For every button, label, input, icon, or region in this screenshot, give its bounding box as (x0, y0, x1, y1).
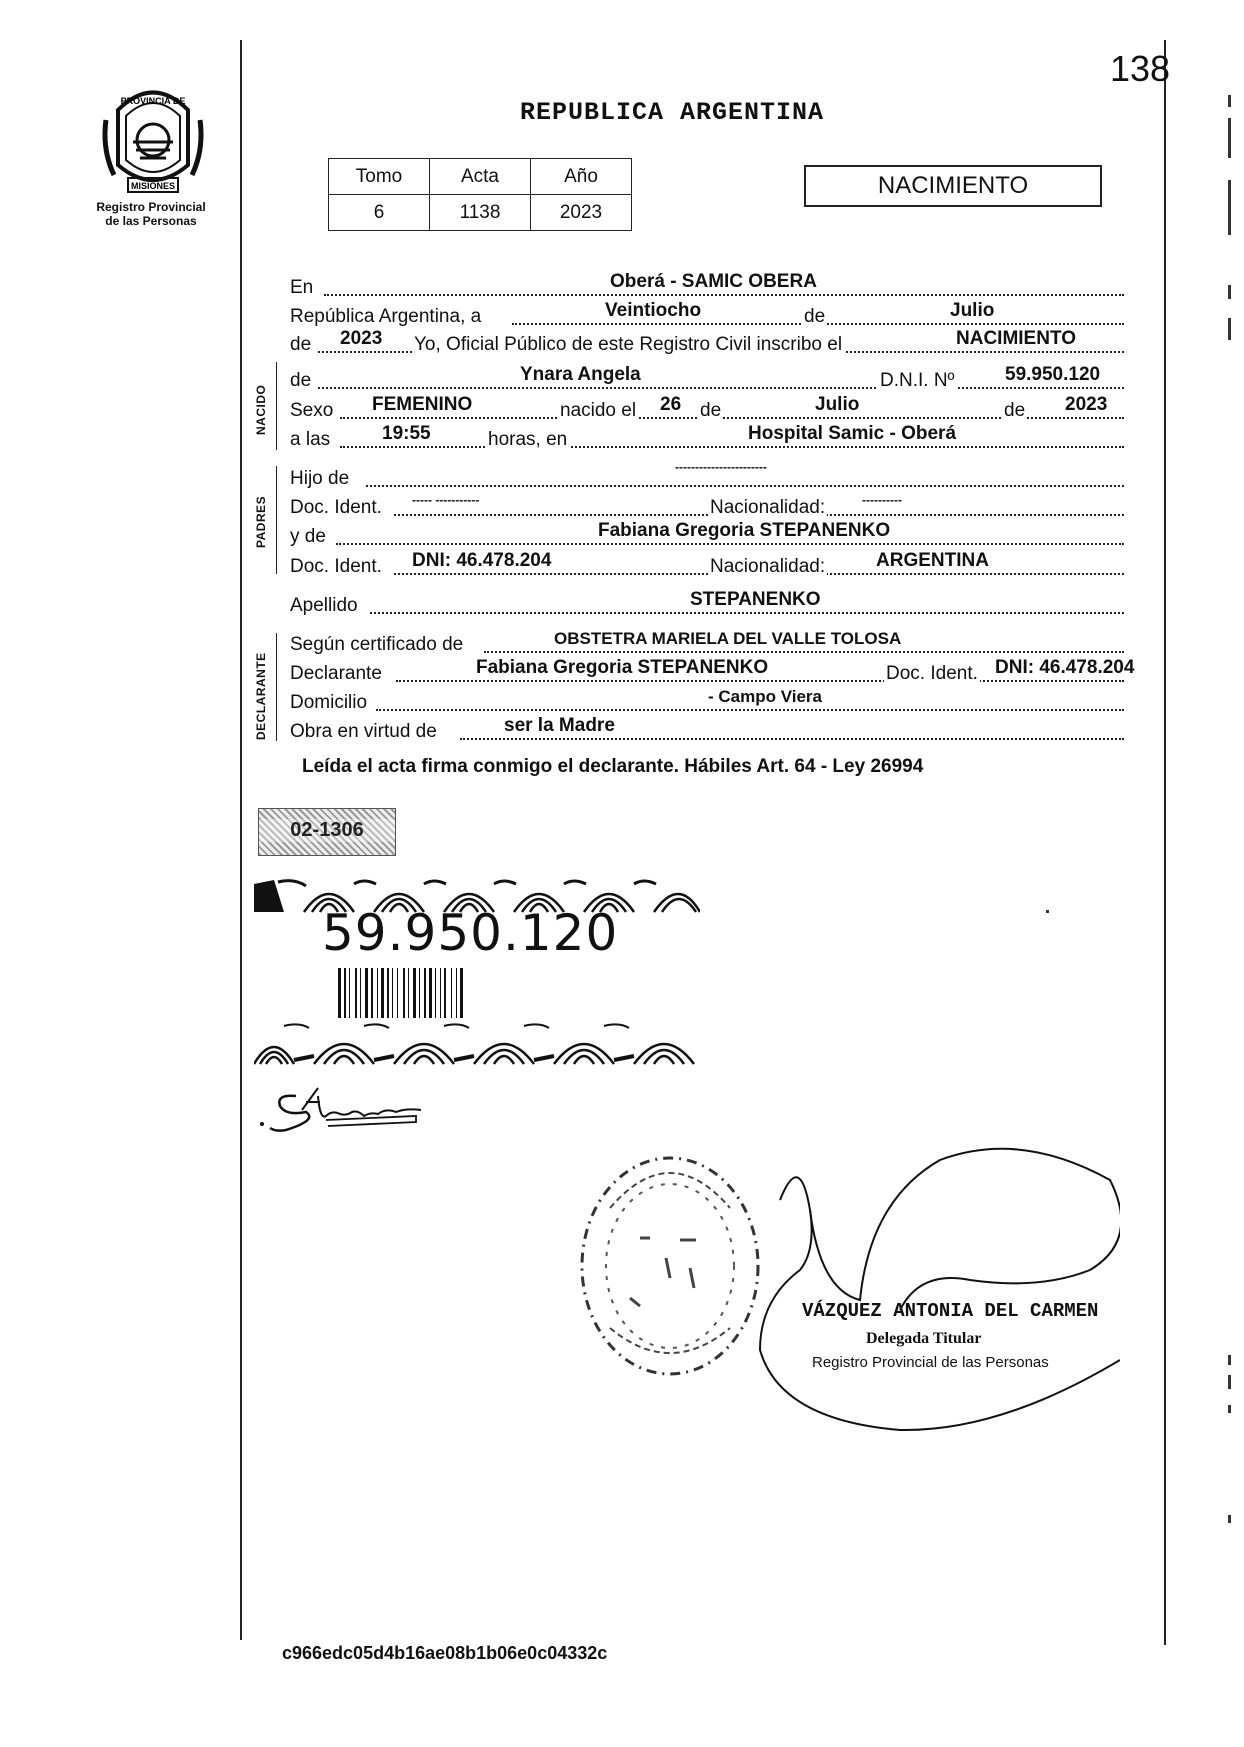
row-lugar (290, 271, 1150, 301)
registry-header-tomo: Tomo (329, 159, 430, 195)
seal-caption-line1: Registro Provincial (96, 200, 206, 214)
label-de-3: de (290, 370, 312, 391)
value-sexo: FEMENINO (372, 394, 473, 415)
value-madre: Fabiana Gregoria STEPANENKO (598, 520, 891, 541)
label-doc-ident-3: Doc. Ident. (884, 661, 980, 687)
official-signature (720, 1140, 1120, 1440)
row-madre-doc (290, 550, 1150, 580)
barcode (338, 968, 562, 1018)
seal-bottom-text: MISIONES (130, 181, 176, 191)
value-padre-doc: ----- ----------- (412, 493, 480, 507)
right-margin-line (1164, 40, 1166, 1645)
label-y-de: y de (290, 526, 326, 547)
official-office: Registro Provincial de las Personas (812, 1354, 1049, 1371)
province-seal-icon (98, 80, 208, 200)
value-nombre: Ynara Angela (520, 364, 641, 385)
row-madre (290, 520, 1150, 550)
label-yo: Yo, Oficial Público de este Registro Civil inscribo el (412, 332, 844, 358)
nacido-bar (276, 362, 277, 450)
official-name: VÁZQUEZ ANTONIA DEL CARMEN (802, 1300, 1099, 1322)
label-de-2: de (290, 334, 312, 355)
document-hash: c966edc05d4b16ae08b1b06e0c04332c (282, 1643, 608, 1663)
value-nac-anio: 2023 (1065, 394, 1108, 415)
section-nacido: NACIDO (254, 384, 268, 435)
label-nacionalidad-1: Nacionalidad: (708, 495, 827, 521)
label-de-1: de (802, 304, 827, 330)
label-dni: D.N.I. Nº (878, 368, 957, 394)
document-title: REPUBLICA ARGENTINA (520, 98, 825, 127)
row-domicilio (290, 687, 1150, 716)
value-certificado: OBSTETRA MARIELA DEL VALLE TOLOSA (554, 629, 902, 648)
label-de-4: de (698, 398, 723, 424)
label-domicilio: Domicilio (290, 692, 368, 713)
row-nombre (290, 364, 1150, 394)
label-de-5: de (1002, 398, 1027, 424)
registry-table (328, 158, 632, 231)
row-apellido (290, 589, 1150, 619)
value-padre: ----------------------- (675, 460, 767, 474)
row-obra (290, 715, 1150, 745)
sticker-pattern-bottom (254, 1020, 700, 1066)
row-inscripcion (290, 328, 1150, 358)
official-role: Delegada Titular (866, 1330, 982, 1347)
label-segun-cert: Según certificado de (290, 634, 464, 655)
section-padres: PADRES (254, 495, 268, 548)
label-hijo-de: Hijo de (290, 468, 350, 489)
legal-note: Leída el acta firma conmigo el declarante. Hábiles Art. 64 - Ley 26994 (302, 756, 924, 777)
value-padre-nac: ---------- (862, 493, 902, 507)
registry-header-anio: Año (531, 159, 632, 195)
value-declarante: Fabiana Gregoria STEPANENKO (476, 657, 769, 678)
label-horas-en: horas, en (486, 427, 569, 453)
value-mes: Julio (950, 300, 995, 321)
label-doc-ident-1: Doc. Ident. (290, 497, 382, 518)
seal-top-text: PROVINCIA DE (120, 96, 186, 106)
page-number: 138 (1110, 48, 1171, 89)
label-declarante: Declarante (290, 663, 382, 684)
value-dni: 59.950.120 (1005, 364, 1101, 385)
registry-value-anio: 2023 (531, 195, 632, 231)
label-nacido-el: nacido el (558, 398, 638, 424)
seal-caption (86, 200, 216, 228)
value-obra: ser la Madre (504, 715, 615, 736)
value-madre-nac: ARGENTINA (876, 550, 989, 571)
registry-value-acta: 1138 (430, 195, 531, 231)
act-type-box: NACIMIENTO (804, 165, 1102, 207)
declarant-signature (256, 1086, 426, 1138)
padres-bar (276, 466, 277, 574)
value-nac-mes: Julio (815, 394, 860, 415)
registry-header-acta: Acta (430, 159, 531, 195)
value-declarante-doc: DNI: 46.478.204 (995, 657, 1135, 678)
speck (1046, 910, 1049, 913)
value-nac-dia: 26 (660, 394, 682, 415)
label-sexo: Sexo (290, 400, 334, 421)
registry-value-tomo: 6 (329, 195, 430, 231)
value-anio: 2023 (340, 328, 383, 349)
declarante-bar (276, 633, 277, 741)
row-hora (290, 423, 1150, 453)
value-apellido: STEPANENKO (690, 589, 821, 610)
left-margin-line (240, 40, 242, 1640)
label-a-las: a las (290, 429, 331, 450)
label-nacionalidad-2: Nacionalidad: (708, 554, 827, 580)
value-dia-letras: Veintiocho (605, 300, 702, 321)
stamp-code-box (258, 808, 396, 856)
label-obra: Obra en virtud de (290, 721, 437, 742)
value-tipo: NACIMIENTO (956, 328, 1076, 349)
seal-caption-line2: de las Personas (105, 214, 197, 228)
value-madre-doc: DNI: 46.478.204 (412, 550, 552, 571)
value-domicilio: - Campo Viera (708, 687, 823, 706)
value-lugar-nac: Hospital Samic - Oberá (748, 423, 957, 444)
dni-large: 59.950.120 (322, 904, 619, 962)
value-lugar: Oberá - SAMIC OBERA (610, 271, 817, 292)
stamp-code: 02-1306 (259, 819, 395, 842)
label-en: En (290, 277, 314, 298)
label-apellido: Apellido (290, 595, 358, 616)
value-hora: 19:55 (382, 423, 431, 444)
label-doc-ident-2: Doc. Ident. (290, 556, 382, 577)
section-declarante: DECLARANTE (254, 652, 268, 740)
label-republica: República Argentina, a (290, 306, 482, 327)
